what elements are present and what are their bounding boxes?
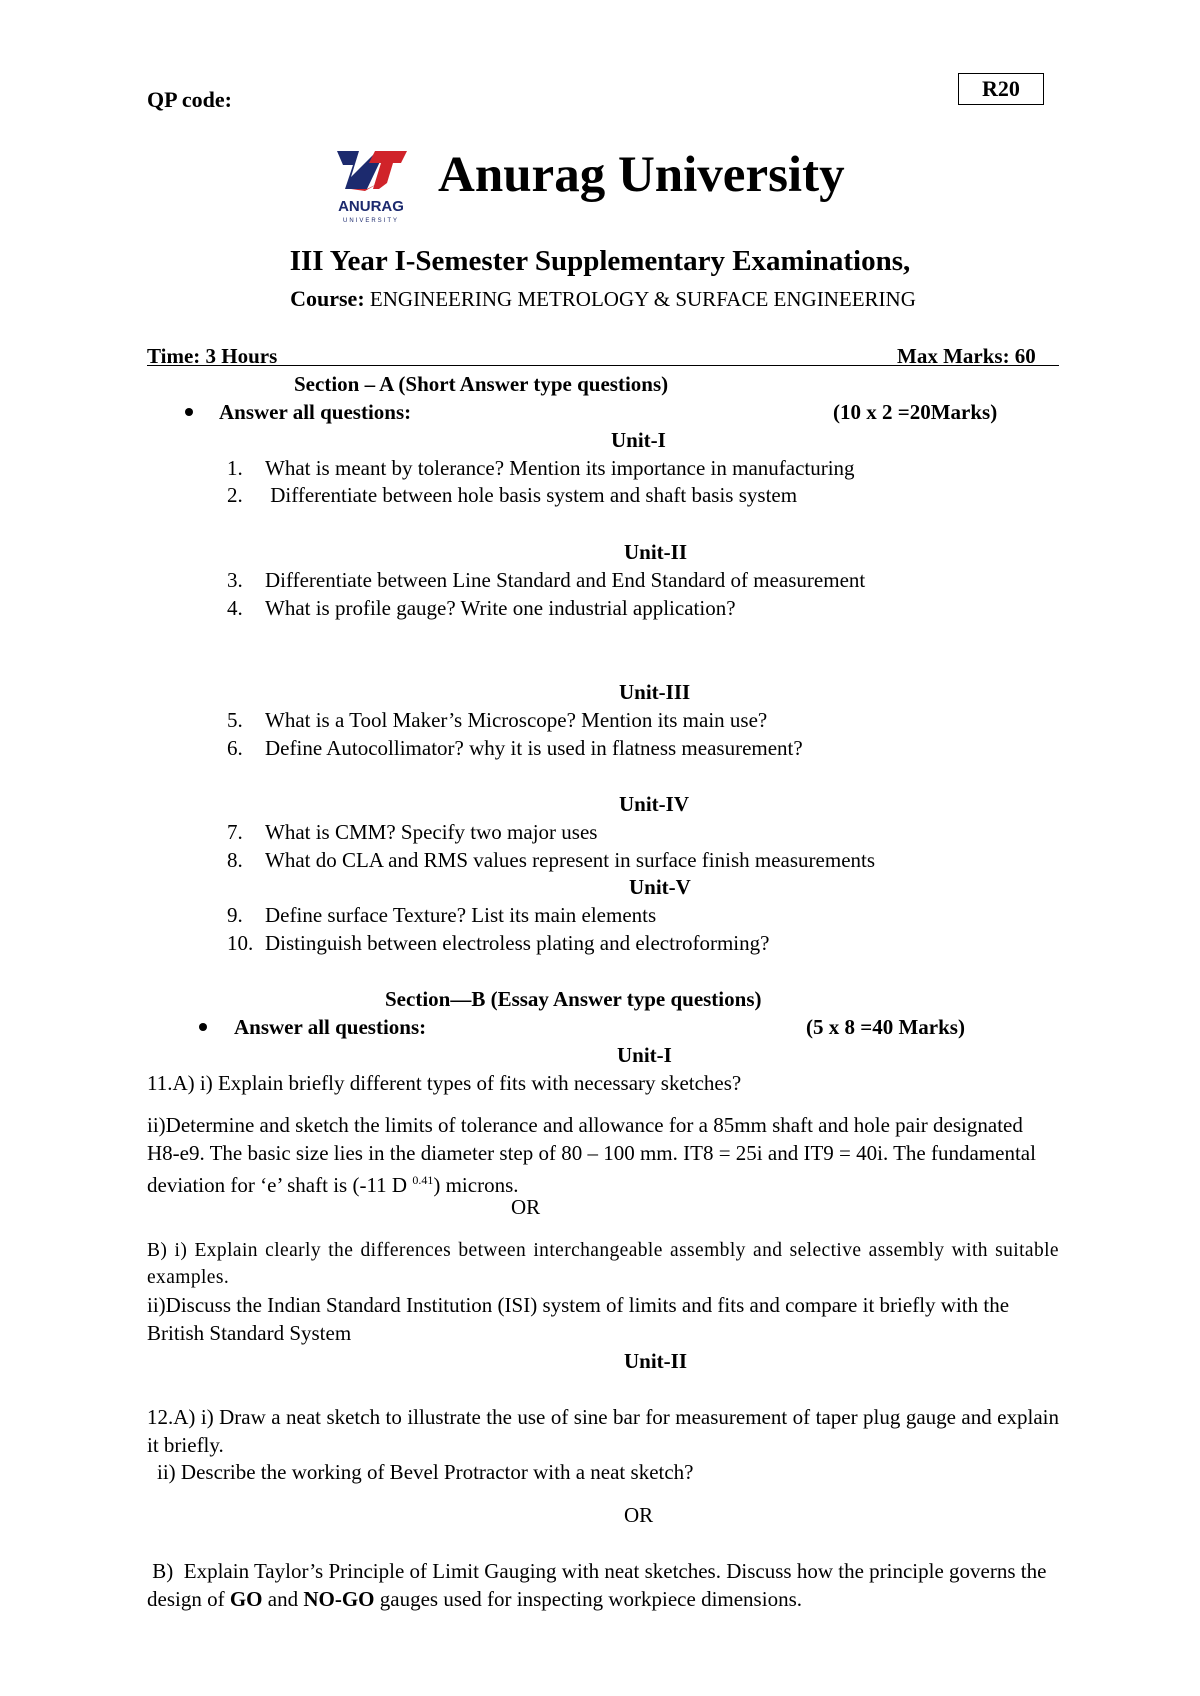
question-number: 8.: [227, 848, 243, 872]
question-number: 1.: [227, 456, 243, 480]
or-separator: OR: [624, 1503, 654, 1527]
unit-heading: Unit-V: [629, 875, 691, 899]
question-number: 5.: [227, 708, 243, 732]
unit-heading: Unit-I: [617, 1043, 672, 1067]
no-go-gauge-term: NO-GO: [303, 1586, 375, 1611]
section-b-instruction: Answer all questions:: [234, 1015, 427, 1039]
time-allowed: Time: 3 Hours: [147, 344, 278, 368]
question-text: What do CLA and RMS values represent in surface finish measurements: [265, 848, 876, 872]
logo-text: ANURAG: [338, 198, 404, 215]
bullet-icon: [185, 408, 193, 416]
question-text: What is meant by tolerance? Mention its importance in manufacturing: [265, 456, 855, 480]
or-separator: OR: [511, 1195, 541, 1219]
header-divider: [147, 365, 1059, 366]
university-name: Anurag University: [438, 147, 845, 203]
question-11b-i: B) i) Explain clearly the differences between interchangeable assembly and selective assembly with suitable examples.: [147, 1240, 1059, 1288]
question-11a-ii-text: ii)Determine and sketch the limits of tolerance and allowance for a 85mm shaft and hole pair designated H8-e9. The basic size lies in the diameter step of 80 – 100 mm. IT8 = 25i and IT9 = 40i. The fundamental deviation for ‘e’ shaft is (-11 D: [147, 1113, 1036, 1197]
regulation-badge: R20: [958, 73, 1044, 105]
question-number: 2.: [227, 483, 243, 507]
section-b-marks: (5 x 8 =40 Marks): [806, 1015, 965, 1039]
section-a-title: Section – A (Short Answer type questions): [294, 372, 669, 396]
unit-heading: Unit-III: [619, 680, 691, 704]
unit-heading: Unit-I: [611, 428, 666, 452]
section-a-marks: (10 x 2 =20Marks): [833, 400, 998, 424]
question-11a-i: 11.A) i) Explain briefly different types of fits with necessary sketches?: [147, 1071, 742, 1095]
question-12b-end: gauges used for inspecting workpiece dimensions.: [374, 1586, 802, 1611]
question-number: 4.: [227, 596, 243, 620]
question-12b: [147, 1558, 1059, 1613]
question-11b-ii: ii)Discuss the Indian Standard Institution (ISI) system of limits and fits and compare it briefly with the British Standard System: [147, 1293, 1010, 1345]
question-number: 6.: [227, 736, 243, 760]
qp-code-label: QP code:: [147, 87, 232, 112]
question-text: What is CMM? Specify two major uses: [265, 820, 598, 844]
section-b-title: Section—B (Essay Answer type questions): [385, 987, 762, 1011]
question-number: 10.: [227, 931, 254, 955]
question-text: Differentiate between Line Standard and End Standard of measurement: [265, 568, 866, 592]
question-text: Differentiate between hole basis system and shaft basis system: [265, 483, 798, 507]
exam-title: III Year I-Semester Supplementary Examinations,: [289, 245, 911, 277]
question-number: 7.: [227, 820, 243, 844]
unit-heading: Unit-II: [624, 540, 688, 564]
university-logo: [329, 143, 413, 227]
max-marks: Max Marks: 60: [897, 344, 1036, 368]
question-12a-ii: ii) Describe the working of Bevel Protractor with a neat sketch?: [157, 1460, 694, 1484]
course-line: [0, 286, 1200, 312]
question-12b-joiner: and: [262, 1586, 304, 1611]
logo-mark-icon: [329, 143, 413, 227]
question-number: 3.: [227, 568, 243, 592]
question-12b-text: B) Explain Taylor’s Principle of Limit Gauging with neat sketches. Discuss how the principle governs the design of: [147, 1559, 1052, 1611]
question-text: What is profile gauge? Write one industrial application?: [265, 596, 736, 620]
question-text: Define surface Texture? List its main elements: [265, 903, 657, 927]
course-name: ENGINEERING METROLOGY & SURFACE ENGINEERING: [369, 287, 916, 311]
question-12a-i: 12.A) i) Draw a neat sketch to illustrate the use of sine bar for measurement of taper plug gauge and explain it briefly.: [147, 1405, 1059, 1457]
section-a-instruction: Answer all questions:: [219, 400, 412, 424]
logo-subtext: UNIVERSITY: [342, 218, 400, 224]
unit-heading: Unit-IV: [619, 792, 690, 816]
question-text: Distinguish between electroless plating and electroforming?: [265, 931, 770, 955]
course-label: Course:: [290, 286, 365, 311]
question-11a-ii-end: ) microns.: [433, 1173, 519, 1197]
unit-heading: Unit-II: [624, 1349, 688, 1373]
exponent: 0.41: [412, 1173, 434, 1187]
question-11a-ii: [147, 1112, 1059, 1200]
go-gauge-term: GO: [229, 1586, 263, 1611]
bullet-icon: [199, 1023, 207, 1031]
question-text: What is a Tool Maker’s Microscope? Mention its main use?: [265, 708, 768, 732]
question-text: Define Autocollimator? why it is used in flatness measurement?: [265, 736, 803, 760]
question-number: 9.: [227, 903, 243, 927]
